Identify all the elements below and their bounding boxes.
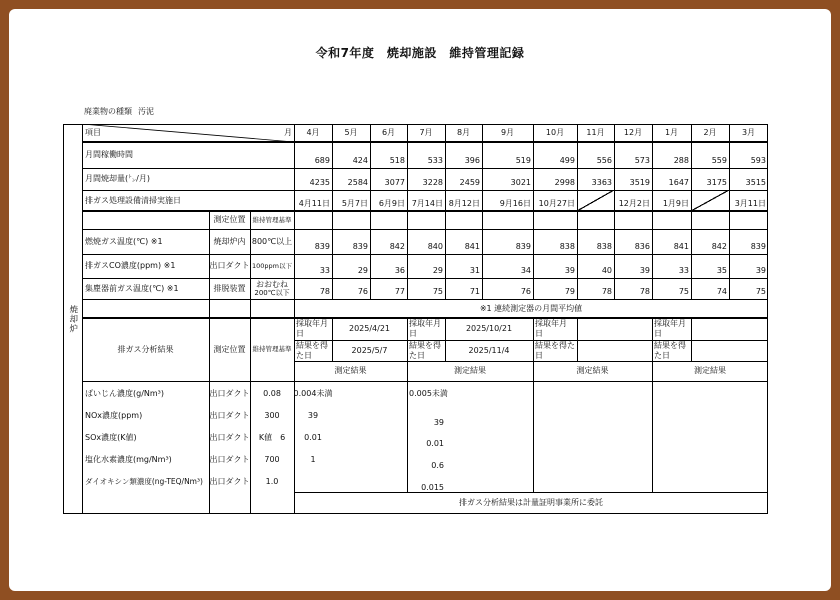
incineration-amount-cell: 2584 [347, 178, 368, 187]
label-line: 日 [535, 329, 543, 338]
analysis-item-standard: 300 [264, 411, 280, 420]
incineration-amount-cell: 4235 [309, 178, 330, 187]
analysis-item-standard: 1.0 [265, 477, 279, 486]
analysis-item-label: ばいじん濃度(g/Nm³) [85, 389, 164, 398]
dust-collector-temp-cell: 71 [469, 287, 480, 296]
dust-collector-temp-cell: 78 [639, 287, 650, 296]
operating-hours-cell: 424 [352, 156, 368, 165]
cleaning-date-cell: 10月27日 [538, 199, 575, 208]
co-cell: 33 [678, 266, 689, 275]
waste-type-label: 廃業物の種類 [84, 107, 132, 116]
month-header-cell: 12月 [623, 128, 643, 137]
result-date-label [296, 340, 328, 361]
page-title: 令和7年度 焼却施設 維持管理記録 [315, 46, 525, 60]
analysis-item-label: 塩化水素濃度(mg/Nm³) [85, 455, 172, 464]
month-header-label: 月 [284, 128, 292, 137]
analysis-result: 39 [433, 418, 444, 427]
incineration-amount-cell: 1647 [668, 178, 689, 187]
combustion-temp-cell: 836 [634, 242, 650, 251]
dust-collector-temp-cell: 75 [432, 287, 443, 296]
cleaning-date-cell: 5月7日 [341, 199, 368, 208]
combustion-temp-cell: 838 [559, 242, 575, 251]
operating-hours-cell: 533 [427, 156, 443, 165]
result-date-label [409, 340, 441, 361]
dust-collector-temp-cell: 74 [716, 287, 727, 296]
month-header-cell: 5月 [344, 128, 358, 137]
combustion-temp-cell: 841 [464, 242, 480, 251]
analysis-title: 排ガス分析結果 [117, 344, 174, 354]
analysis-item-standard: 0.08 [263, 389, 281, 398]
operating-hours-cell: 689 [314, 156, 330, 165]
continuous-note: ※1 連続測定器の月間平均値 [479, 303, 583, 313]
month-header-cell: 7月 [419, 128, 433, 137]
analysis-item-location: 出口ダクト [209, 389, 250, 398]
analysis-item-label: NOx濃度(ppm) [85, 411, 143, 420]
analysis-item-location: 出口ダクト [209, 411, 250, 420]
label-line: 日 [654, 329, 662, 338]
label-line: た日 [296, 350, 312, 360]
analysis-result: 0.01 [426, 439, 444, 448]
analysis-item-standard: K値 6 [258, 433, 286, 442]
month-header-cell: 6月 [381, 128, 396, 137]
operating-hours-cell: 593 [750, 156, 766, 165]
incineration-amount-cell: 3515 [745, 178, 766, 187]
cleaning-date-cell: 8月12日 [448, 199, 480, 208]
operating-hours-cell: 499 [559, 156, 575, 165]
result-date: 2025/11/4 [468, 345, 510, 355]
combustion-temp-location: 焼却炉内 [213, 236, 246, 246]
co-cell: 34 [520, 266, 531, 275]
analysis-result: 0.6 [431, 461, 444, 470]
incineration-amount-cell: 3228 [422, 178, 443, 187]
co-label: 排ガスCO濃度(ppm) ※1 [85, 261, 176, 270]
operating-hours-cell: 559 [711, 156, 727, 165]
combustion-temp-cell: 838 [596, 242, 612, 251]
sampling-date: 2025/4/21 [348, 324, 391, 333]
dust-collector-temp-cell: 76 [520, 287, 531, 296]
cleaning-date-cell: 9月16日 [499, 199, 531, 208]
analysis-item-location: 出口ダクト [209, 433, 250, 442]
analysis-note: 排ガス分析結果は計量証明事業所に委託 [459, 498, 603, 507]
dust-collector-temp-cell: 75 [755, 287, 766, 296]
co-cell: 33 [319, 266, 330, 275]
label-line: 日 [409, 329, 417, 338]
dust-collector-temp-location: 排脱装置 [213, 283, 246, 293]
incineration-amount-cell: 3363 [591, 178, 612, 187]
operating-hours-cell: 518 [389, 156, 405, 165]
sampling-date-label [296, 318, 328, 340]
combustion-temp-standard: 800℃以上 [251, 236, 293, 246]
analysis-result: 1 [310, 455, 316, 464]
incineration-amount-label: 月間焼却量(㌧/月) [85, 174, 150, 183]
analysis-result: 0.015 [421, 483, 444, 492]
dust-collector-temp-cell: 78 [319, 287, 330, 296]
dust-collector-temp-standard [250, 278, 294, 299]
combustion-temp-cell: 839 [352, 242, 368, 251]
label-line: 採取年月 [654, 319, 686, 328]
month-header-cell: 8月 [456, 128, 471, 137]
dust-collector-temp-cell: 76 [357, 287, 368, 296]
incineration-amount-cell: 3519 [629, 178, 650, 187]
month-header-cell: 4月 [306, 128, 320, 137]
analysis-location-header: 測定位置 [213, 344, 246, 354]
combustion-temp-cell: 842 [711, 242, 727, 251]
result-date-label [654, 340, 686, 361]
analysis-item-location: 出口ダクト [209, 477, 250, 486]
sampling-date: 2025/10/21 [465, 324, 513, 333]
label-line: 採取年月 [296, 319, 328, 328]
co-cell: 39 [639, 266, 650, 275]
cleaning-date-cell: 7月14日 [411, 199, 443, 208]
co-cell: 29 [432, 266, 443, 275]
dust-collector-temp-cell: 78 [601, 287, 612, 296]
label-line: 採取年月 [535, 319, 567, 328]
operating-hours-cell: 573 [634, 156, 650, 165]
dust-collector-temp-cell: 77 [394, 287, 405, 296]
analysis-item-label: ダイオキシン類濃度(ng-TEQ/Nm³) [85, 477, 203, 487]
result-date: 2025/5/7 [351, 345, 388, 355]
incineration-amount-cell: 3077 [384, 178, 405, 187]
sampling-date-label [535, 318, 567, 340]
facility-label: 焼却炉 [67, 304, 78, 334]
combustion-temp-label: 燃焼ガス温度(℃) ※1 [85, 236, 163, 246]
dust-collector-temp-cell: 79 [564, 287, 575, 296]
cleaning-date-cell: 1月9日 [662, 199, 689, 208]
month-header-cell: 3月 [741, 128, 756, 137]
incineration-amount-cell: 2459 [459, 178, 480, 187]
label-line: た日 [654, 350, 670, 360]
sampling-date-label [654, 318, 686, 340]
operating-hours-cell: 519 [515, 156, 531, 165]
co-cell: 36 [394, 266, 405, 275]
month-header-cell: 2月 [703, 128, 717, 137]
incineration-amount-cell: 3021 [510, 178, 531, 187]
co-cell: 40 [601, 266, 612, 275]
standard-line-1: おおむね [256, 279, 288, 289]
dust-collector-temp-cell: 75 [678, 287, 689, 296]
cleaning-date-label: 排ガス処理設備清掃実施日 [85, 195, 181, 205]
operating-hours-cell: 288 [673, 156, 689, 165]
results-header: 測定結果 [576, 366, 609, 375]
co-cell: 39 [755, 266, 766, 275]
label-line: 結果を得 [409, 340, 441, 350]
operating-hours-label: 月間稼働時間 [85, 150, 133, 159]
co-cell: 35 [716, 266, 727, 275]
analysis-result: 0.005未満 [409, 389, 448, 398]
label-line: 日 [296, 329, 304, 338]
co-cell: 31 [469, 266, 480, 275]
result-date-label [535, 340, 575, 361]
operating-hours-cell: 556 [596, 156, 612, 165]
dust-collector-temp-label: 集塵器前ガス温度(℃) ※1 [85, 283, 179, 293]
results-header: 測定結果 [334, 366, 367, 375]
standard-line-2: 200℃以下 [254, 288, 290, 297]
incineration-amount-cell: 2998 [554, 178, 575, 187]
co-cell: 39 [564, 266, 575, 275]
sampling-date-label [409, 318, 441, 340]
month-header-cell: 10月 [545, 128, 565, 137]
label-line: 結果を得 [296, 340, 328, 350]
combustion-temp-cell: 839 [314, 242, 330, 251]
item-header: 項目 [85, 128, 101, 137]
analysis-item-standard: 700 [264, 455, 280, 464]
combustion-temp-cell: 841 [673, 242, 689, 251]
analysis-item-label: SOx濃度(K値) [85, 433, 137, 442]
label-line: 日 [535, 350, 543, 360]
waste-type-value: 汚泥 [138, 107, 154, 116]
results-header: 測定結果 [454, 366, 486, 375]
month-header-cell: 11月 [586, 128, 605, 137]
co-cell: 29 [357, 266, 368, 275]
analysis-result: 0.004未満 [293, 389, 333, 398]
cleaning-date-cell: 3月11日 [734, 199, 766, 208]
label-line: 結果を得た [535, 340, 575, 350]
co-location: 出口ダクト [209, 261, 250, 270]
combustion-temp-cell: 840 [427, 242, 443, 251]
month-header-cell: 9月 [500, 128, 515, 137]
operating-hours-cell: 396 [464, 156, 480, 165]
analysis-result: 0.01 [304, 433, 322, 442]
results-header: 測定結果 [694, 366, 726, 375]
combustion-temp-cell: 842 [389, 242, 405, 251]
month-header-cell: 1月 [664, 128, 679, 137]
cleaning-date-cell: 4月11日 [298, 199, 330, 208]
incineration-amount-cell: 3175 [706, 178, 727, 187]
label-line: 結果を得 [654, 340, 686, 350]
co-standard: 100ppm以下 [252, 261, 292, 270]
cleaning-date-cell: 6月9日 [378, 199, 405, 208]
standard-header: 維持管理基準 [252, 215, 292, 224]
analysis-result: 39 [307, 411, 319, 420]
combustion-temp-cell: 839 [515, 242, 531, 251]
analysis-standard-header: 維持管理基準 [252, 345, 292, 354]
combustion-temp-cell: 839 [750, 242, 766, 251]
location-header: 測定位置 [213, 215, 246, 224]
analysis-item-location: 出口ダクト [209, 455, 250, 464]
label-line: た日 [409, 350, 425, 360]
cleaning-date-cell: 12月2日 [618, 199, 650, 208]
label-line: 採取年月 [409, 319, 441, 328]
